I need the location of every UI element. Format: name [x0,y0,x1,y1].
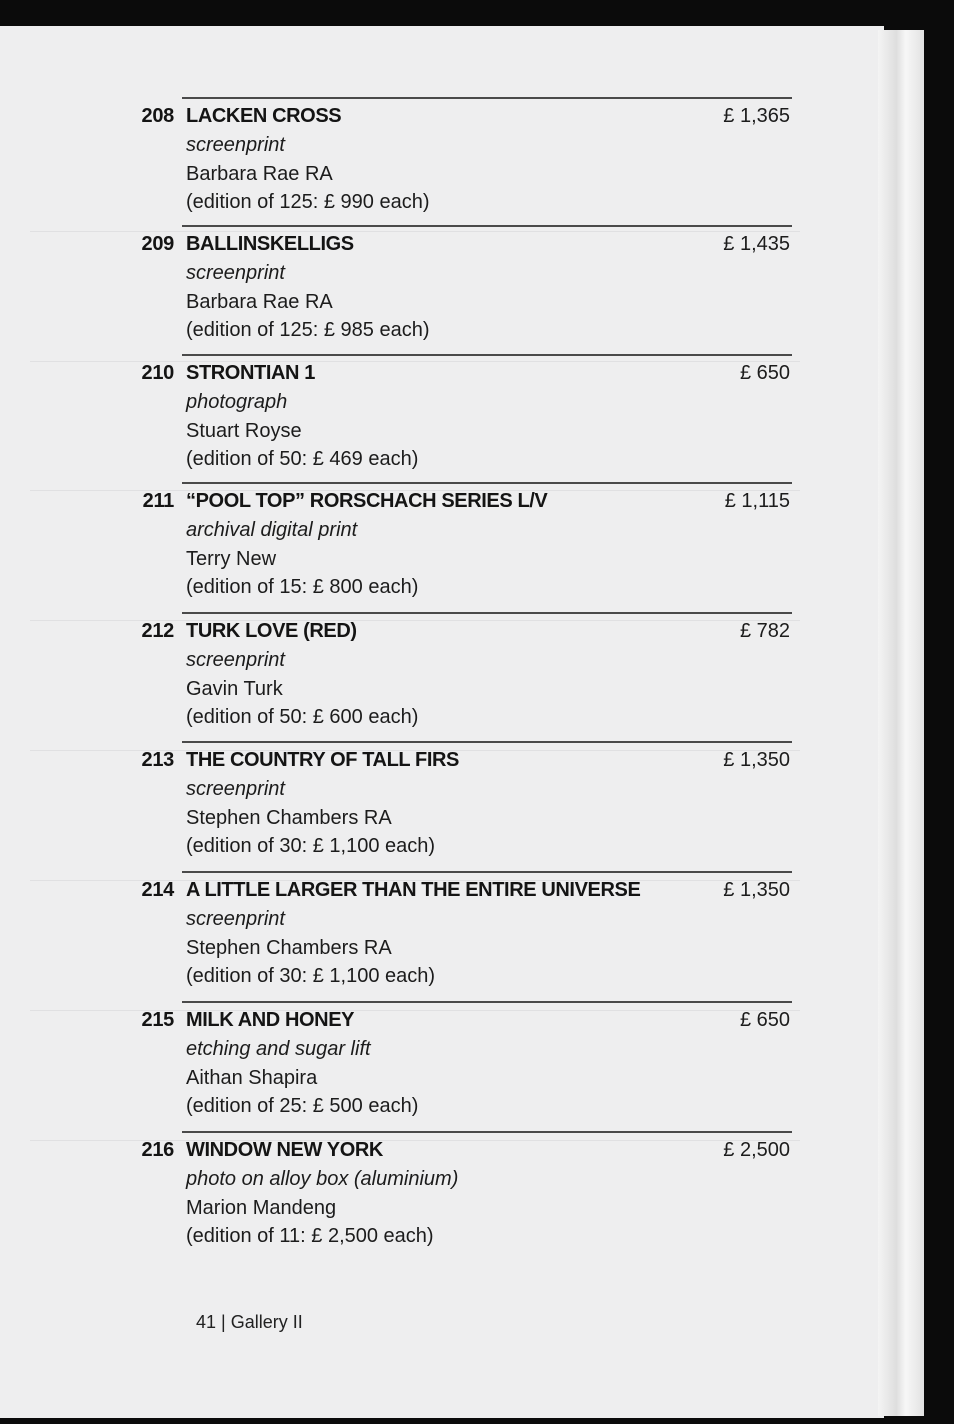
entry-edition: (edition of 125: £ 985 each) [186,319,430,341]
catalogue-entry [0,354,954,482]
catalogue-entry [0,1131,954,1259]
catalogue-entry [0,612,954,740]
entry-number: 216 [141,1139,174,1161]
entry-price: £ 1,115 [724,490,790,512]
entry-edition: (edition of 50: £ 469 each) [186,448,419,470]
entry-edition: (edition of 30: £ 1,100 each) [186,965,436,987]
catalogue-entry [0,97,954,225]
entry-number: 213 [141,749,174,771]
entry-divider [182,482,792,484]
entry-number: 215 [141,1009,174,1031]
catalogue-entry [0,741,954,869]
entry-medium: screenprint [186,908,285,930]
entry-medium: screenprint [186,778,285,800]
entry-price: £ 650 [739,1009,790,1031]
entry-title: A LITTLE LARGER THAN THE ENTIRE UNIVERSE [186,879,641,901]
entry-title: WINDOW NEW YORK [186,1139,383,1161]
entry-price: £ 1,365 [723,105,790,127]
catalogue-entry [0,871,954,999]
entry-edition: (edition of 125: £ 990 each) [186,191,430,213]
entry-title: STRONTIAN 1 [186,362,315,384]
entry-artist: Barbara Rae RA [186,163,333,185]
entry-title: MILK AND HONEY [186,1009,355,1031]
entry-divider [182,1131,792,1133]
entry-title: “POOL TOP” RORSCHACH SERIES L/V [186,490,548,512]
page-footer: 41 | Gallery II [196,1312,303,1332]
entry-edition: (edition of 25: £ 500 each) [186,1095,419,1117]
entry-number: 214 [141,879,174,901]
entry-artist: Stephen Chambers RA [186,937,392,959]
entry-artist: Stephen Chambers RA [186,807,392,829]
entry-number: 212 [141,620,174,642]
entry-divider [182,97,792,99]
entry-price: £ 1,350 [723,749,790,771]
entry-title: TURK LOVE (RED) [186,620,357,642]
entry-medium: photograph [186,391,288,413]
catalogue-entry [0,225,954,353]
entry-artist: Barbara Rae RA [186,291,333,313]
entry-title: BALLINSKELLIGS [186,233,354,255]
entry-artist: Marion Mandeng [186,1197,337,1219]
entry-medium: screenprint [186,649,285,671]
entry-medium: archival digital print [186,519,358,541]
entry-medium: photo on alloy box (aluminium) [186,1168,459,1190]
entry-title: THE COUNTRY OF TALL FIRS [186,749,459,771]
entry-divider [182,741,792,743]
entry-number: 208 [141,105,174,127]
entry-divider [182,871,792,873]
entry-artist: Stuart Royse [186,420,302,442]
entry-number: 210 [141,362,174,384]
entry-number: 211 [142,490,174,512]
entry-divider [182,1001,792,1003]
entry-price: £ 1,350 [723,879,790,901]
entry-price: £ 1,435 [723,233,790,255]
entry-medium: screenprint [186,134,285,156]
entry-divider [182,225,792,227]
catalogue-entry [0,1001,954,1129]
entry-artist: Terry New [186,548,277,570]
entry-title: LACKEN CROSS [186,105,342,127]
entry-edition: (edition of 50: £ 600 each) [186,706,419,728]
entry-artist: Gavin Turk [186,678,283,700]
entry-number: 209 [141,233,174,255]
entry-price: £ 2,500 [723,1139,790,1161]
entry-edition: (edition of 11: £ 2,500 each) [186,1225,434,1247]
entry-edition: (edition of 30: £ 1,100 each) [186,835,436,857]
entry-medium: etching and sugar lift [186,1038,371,1060]
entry-artist: Aithan Shapira [186,1067,318,1089]
entry-divider [182,354,792,356]
catalogue-entry [0,482,954,610]
entry-edition: (edition of 15: £ 800 each) [186,576,419,598]
entry-medium: screenprint [186,262,285,284]
entry-price: £ 650 [739,362,790,384]
entry-divider [182,612,792,614]
entry-price: £ 782 [739,620,790,642]
